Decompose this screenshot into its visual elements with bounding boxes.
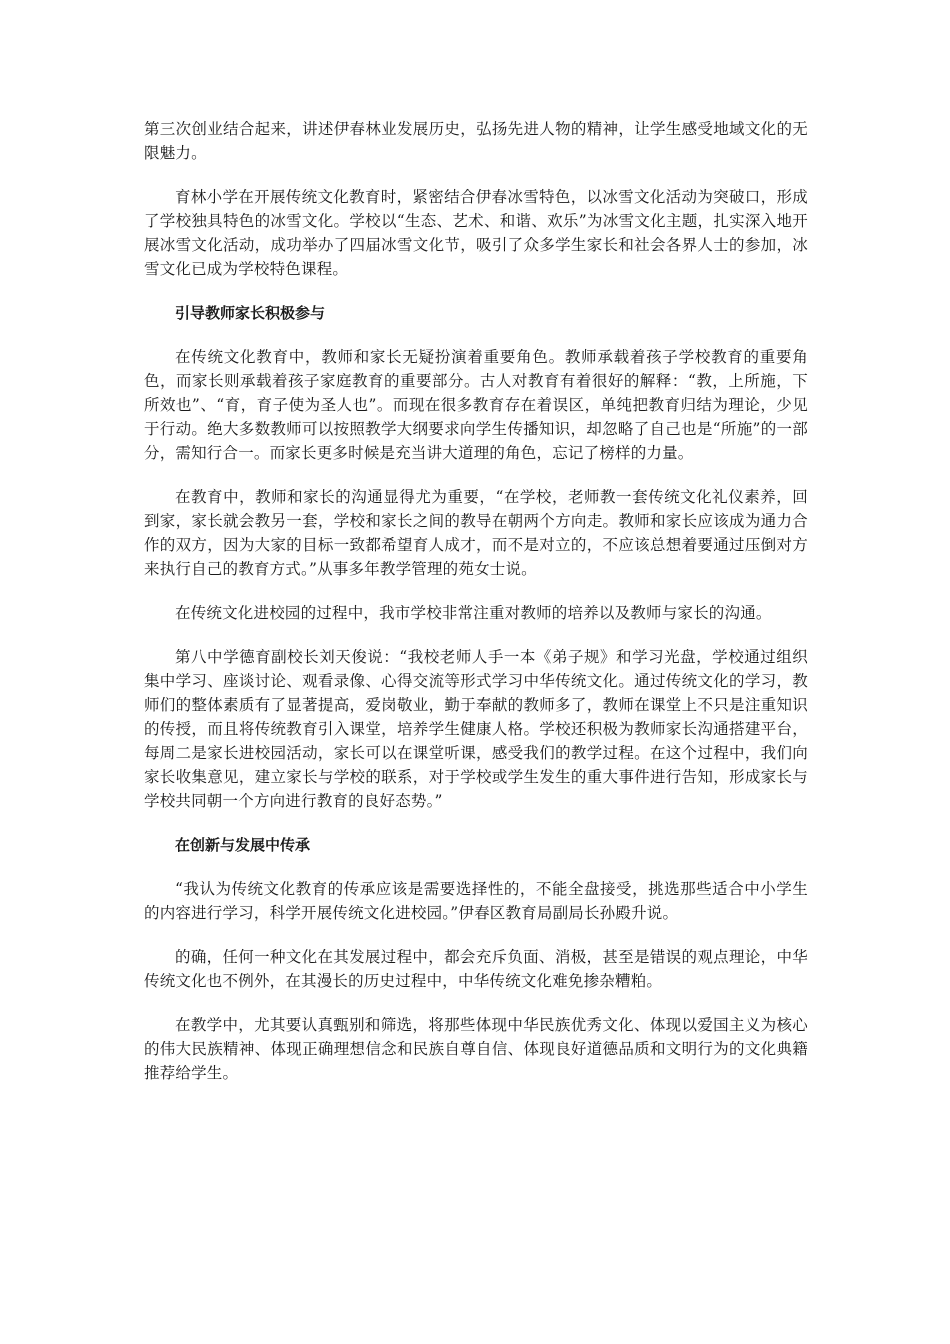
paragraph: 第三次创业结合起来，讲述伊春林业发展历史，弘扬先进人物的精神，让学生感受地域文化的无限魅力。: [144, 120, 808, 162]
paragraph: 在教学中，尤其要认真甄别和筛选，将那些体现中华民族优秀文化、体现以爱国主义为核心的伟大民族精神、体现正确理想信念和民族自尊自信、体现良好道德品质和文明行为的文化典籍推荐给学生。: [144, 1016, 808, 1082]
paragraph: 在教育中，教师和家长的沟通显得尤为重要，“在学校，老师教一套传统文化礼仪素养，回到家，家长就会教另一套，学校和家长之间的教导在朝两个方向走。教师和家长应该成为通力合作的双方，因为大家的目标一致都希望育人成才，而不是对立的，不应该总想着要通过压倒对方来执行自己的教育方式。”从事多年教学管理的苑女士说。: [144, 488, 808, 578]
paragraph: 的确，任何一种文化在其发展过程中，都会充斥负面、消极，甚至是错误的观点理论，中华传统文化也不例外，在其漫长的历史过程中，中华传统文化难免掺杂糟粕。: [144, 948, 808, 990]
paragraph: 育林小学在开展传统文化教育时，紧密结合伊春冰雪特色，以冰雪文化活动为突破口，形成了学校独具特色的冰雪文化。学校以“生态、艺术、和谐、欢乐”为冰雪文化主题，扎实深入地开展冰雪文化活动，成功举办了四届冰雪文化节，吸引了众多学生家长和社会各界人士的参加，冰雪文化已成为学校特色课程。: [144, 188, 808, 278]
paragraph: 第八中学德育副校长刘天俊说：“我校老师人手一本《弟子规》和学习光盘，学校通过组织集中学习、座谈讨论、观看录像、心得交流等形式学习中华传统文化。通过传统文化的学习，教师们的整体素质有了显著提高，爱岗敬业，勤于奉献的教师多了，教师在课堂上不只是注重知识的传授，而且将传统教育引入课堂，培养学生健康人格。学校还积极为教师家长沟通搭建平台，每周二是家长进校园活动，家长可以在课堂听课，感受我们的教学过程。在这个过程中，我们向家长收集意见，建立家长与学校的联系，对于学校或学生发生的重大事件进行告知，形成家长与学校共同朝一个方向进行教育的良好态势。”: [144, 648, 808, 810]
paragraph: 在传统文化进校园的过程中，我市学校非常注重对教师的培养以及教师与家长的沟通。: [175, 604, 772, 622]
paragraph: “我认为传统文化教育的传承应该是需要选择性的，不能全盘接受，挑选那些适合中小学生的内容进行学习，科学开展传统文化进校园。”伊春区教育局副局长孙殿升说。: [144, 880, 808, 922]
article-body: [144, 117, 808, 1105]
section-heading: 在创新与发展中传承: [175, 836, 311, 854]
paragraph: 在传统文化教育中，教师和家长无疑扮演着重要角色。教师承载着孩子学校教育的重要角色，而家长则承载着孩子家庭教育的重要部分。古人对教育有着很好的解释：“教，上所施，下所效也”、“育，育子使为圣人也”。而现在很多教育存在着误区，单纯把教育归结为理论，少见于行动。绝大多数教师可以按照教学大纲要求向学生传播知识，却忽略了自己也是“所施”的一部分，需知行合一。而家长更多时候是充当讲大道理的角色，忘记了榜样的力量。: [144, 348, 808, 462]
section-heading: 引导教师家长积极参与: [175, 304, 326, 322]
